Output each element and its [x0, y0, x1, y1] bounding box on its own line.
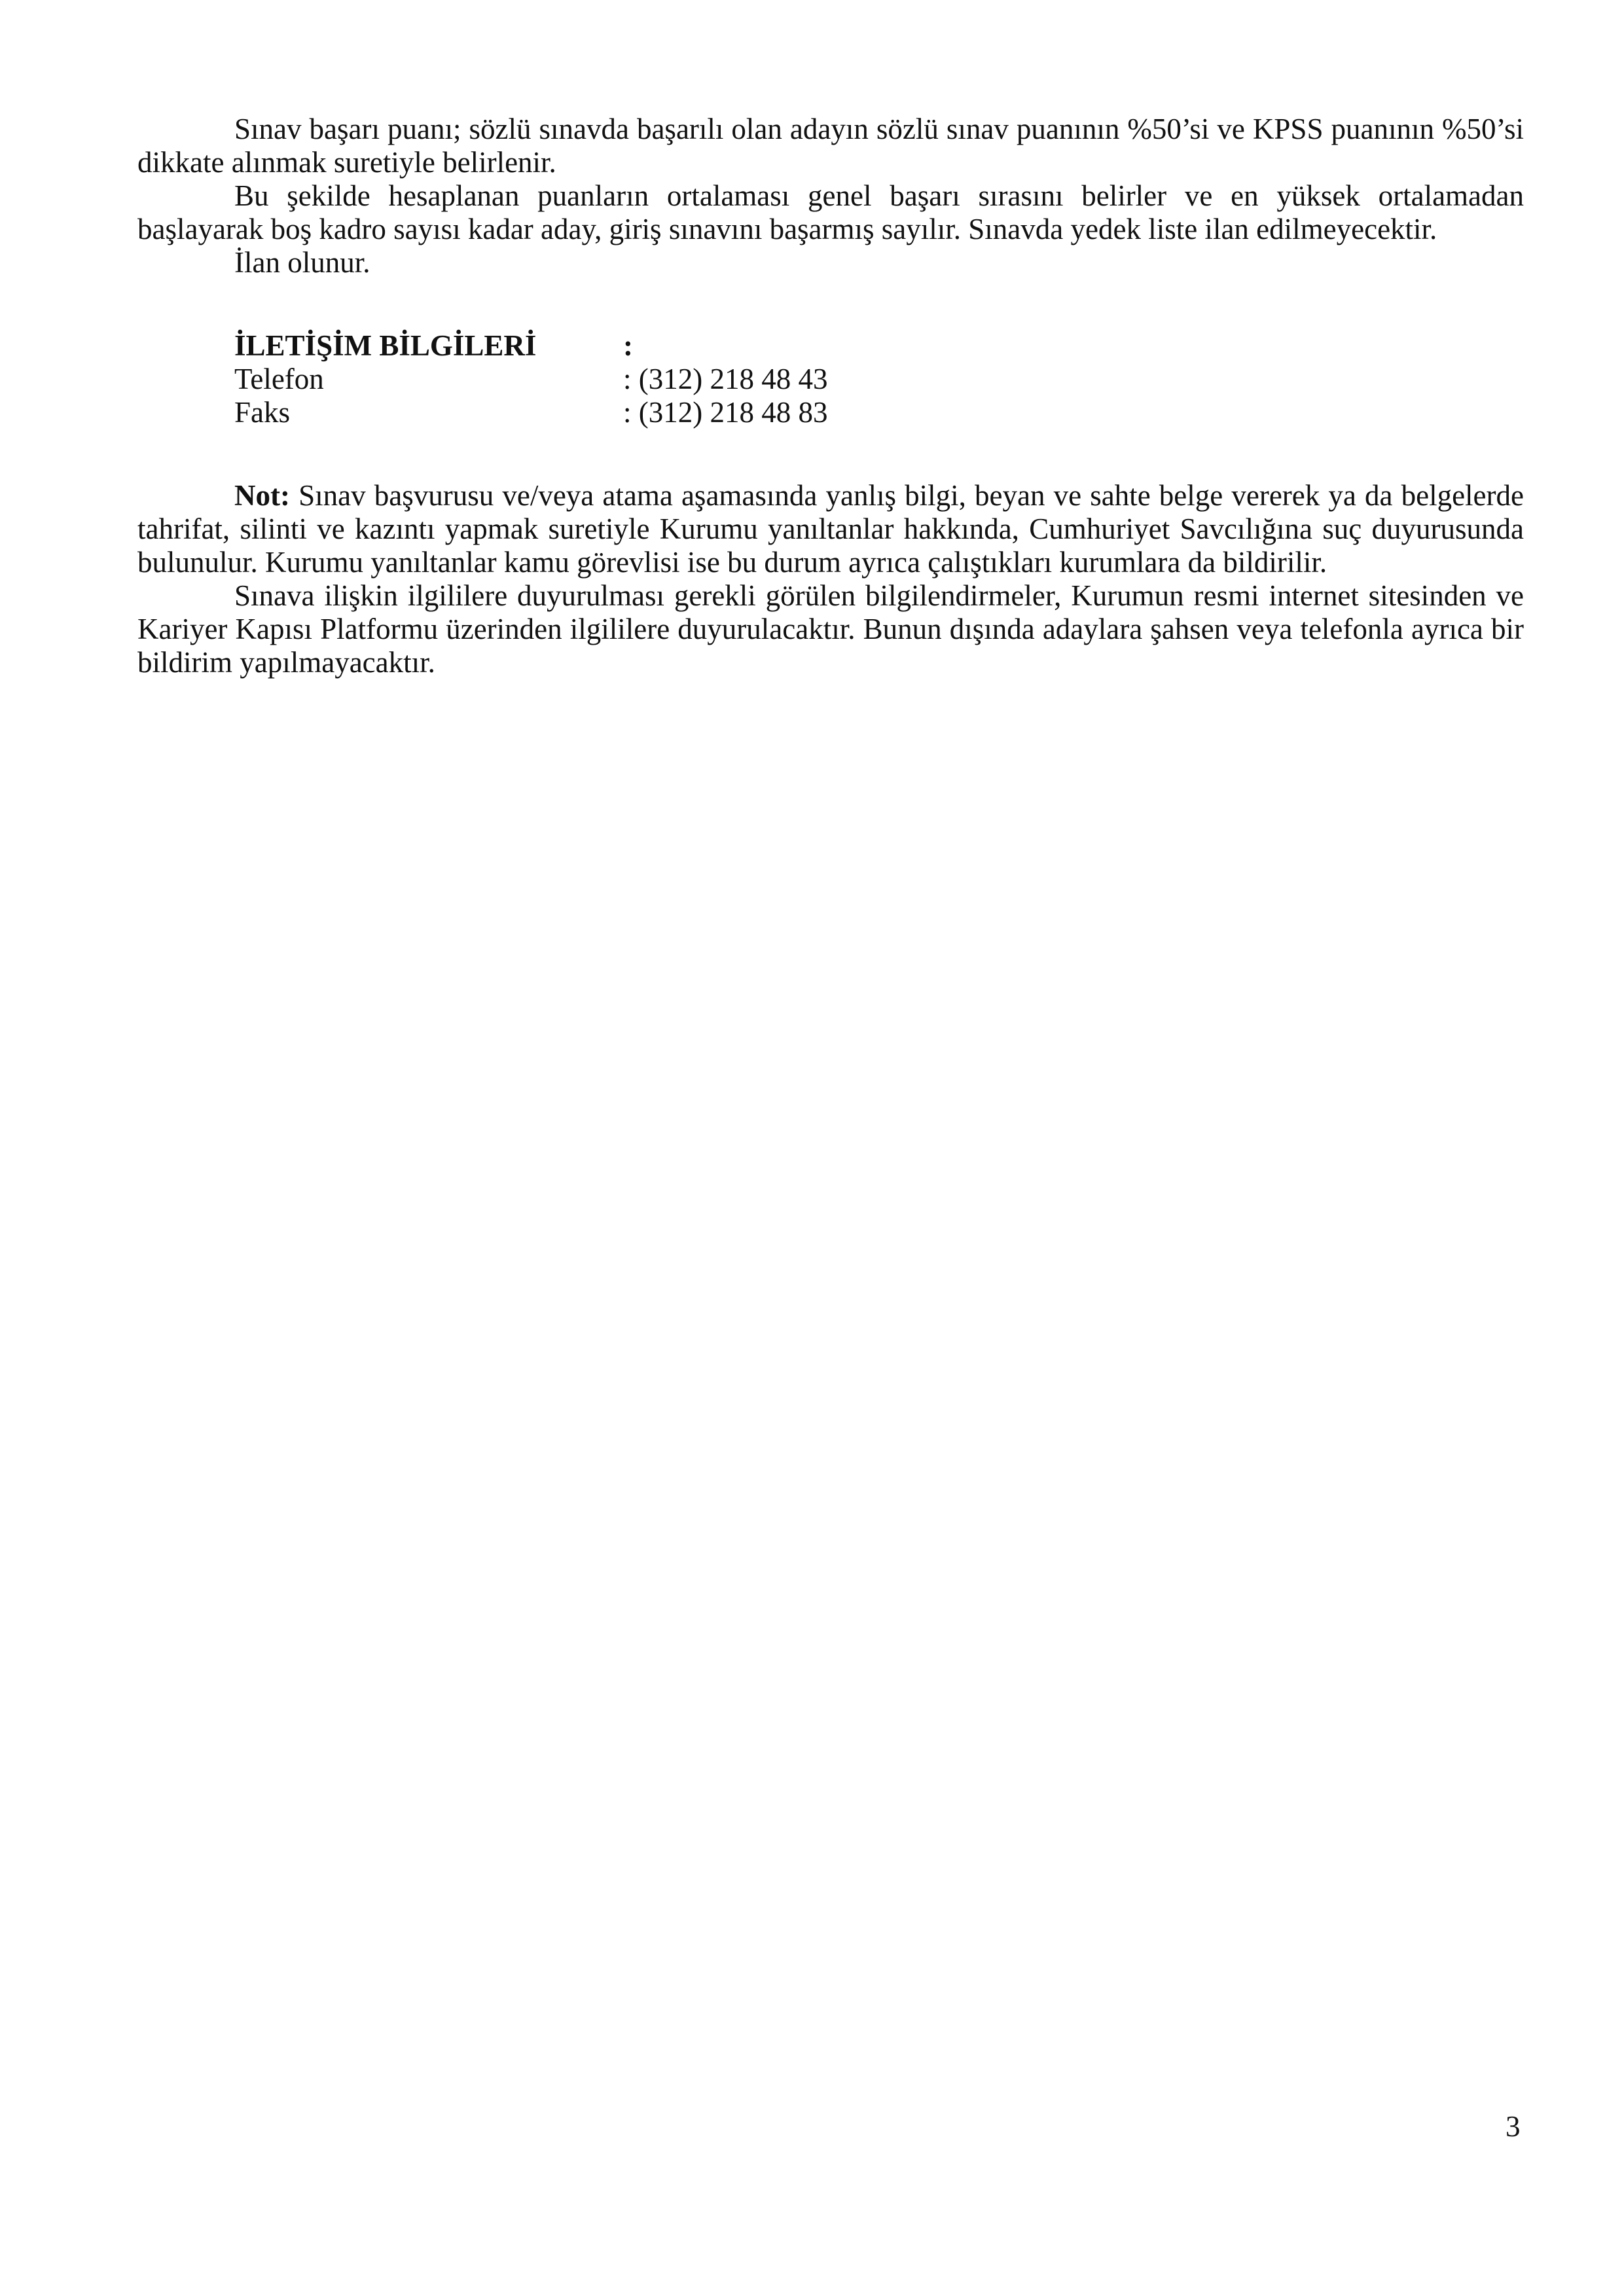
fax-label: Faks [234, 396, 291, 429]
note-block [137, 479, 1524, 679]
contact-heading-row [234, 329, 1524, 363]
contact-heading-separator: : [623, 329, 633, 362]
paragraph-announcement: İlan olunur. [234, 246, 370, 279]
paragraph-success-ranking: Bu şekilde hesaplanan puanların ortalaması genel başarı sırasını belirler ve en yüksek ortalamadan başlayarak boş kadro sayısı kadar aday, giriş sınavını başarmış sayılır. Sınavda yedek liste ilan edilmeyecektir. [137, 179, 1524, 245]
contact-info-block [234, 329, 1524, 429]
phone-label: Telefon [234, 363, 324, 395]
phone-value: : (312) 218 48 43 [623, 363, 828, 395]
document-page [137, 113, 1524, 679]
contact-heading: İLETİŞİM BİLGİLERİ [234, 329, 537, 362]
paragraph-note [137, 479, 1524, 579]
page-number: 3 [1506, 2110, 1521, 2143]
note-text: Sınav başvurusu ve/veya atama aşamasında yanlış bilgi, beyan ve sahte belge vererek ya da belgelerde tahrifat, silinti ve kazıntı yapmak suretiyle Kurumu yanıltanlar hakkında, Cumhuriyet Savcılığına suç duyurusunda bulunulur. Kurumu yanıltanlar kamu görevlisi ise bu durum ayrıca çalıştıkları kurumlara da bildirilir. [137, 479, 1524, 579]
note-label: Not: [234, 479, 290, 512]
contact-fax-row [234, 396, 1524, 429]
contact-phone-row [234, 363, 1524, 396]
fax-value: : (312) 218 48 83 [623, 396, 828, 429]
paragraph-notifications: Sınava ilişkin ilgililere duyurulması gerekli görülen bilgilendirmeler, Kurumun resmi internet sitesinden ve Kariyer Kapısı Platformu üzerinden ilgililere duyurulacaktır. Bunun dışında adaylara şahsen veya telefonla ayrıca bir bildirim yapılmayacaktır. [137, 579, 1524, 679]
paragraph-score-calculation: Sınav başarı puanı; sözlü sınavda başarılı olan adayın sözlü sınav puanının %50’si ve KPSS puanının %50’si dikkate alınmak suretiyle belirlenir. [137, 113, 1524, 179]
